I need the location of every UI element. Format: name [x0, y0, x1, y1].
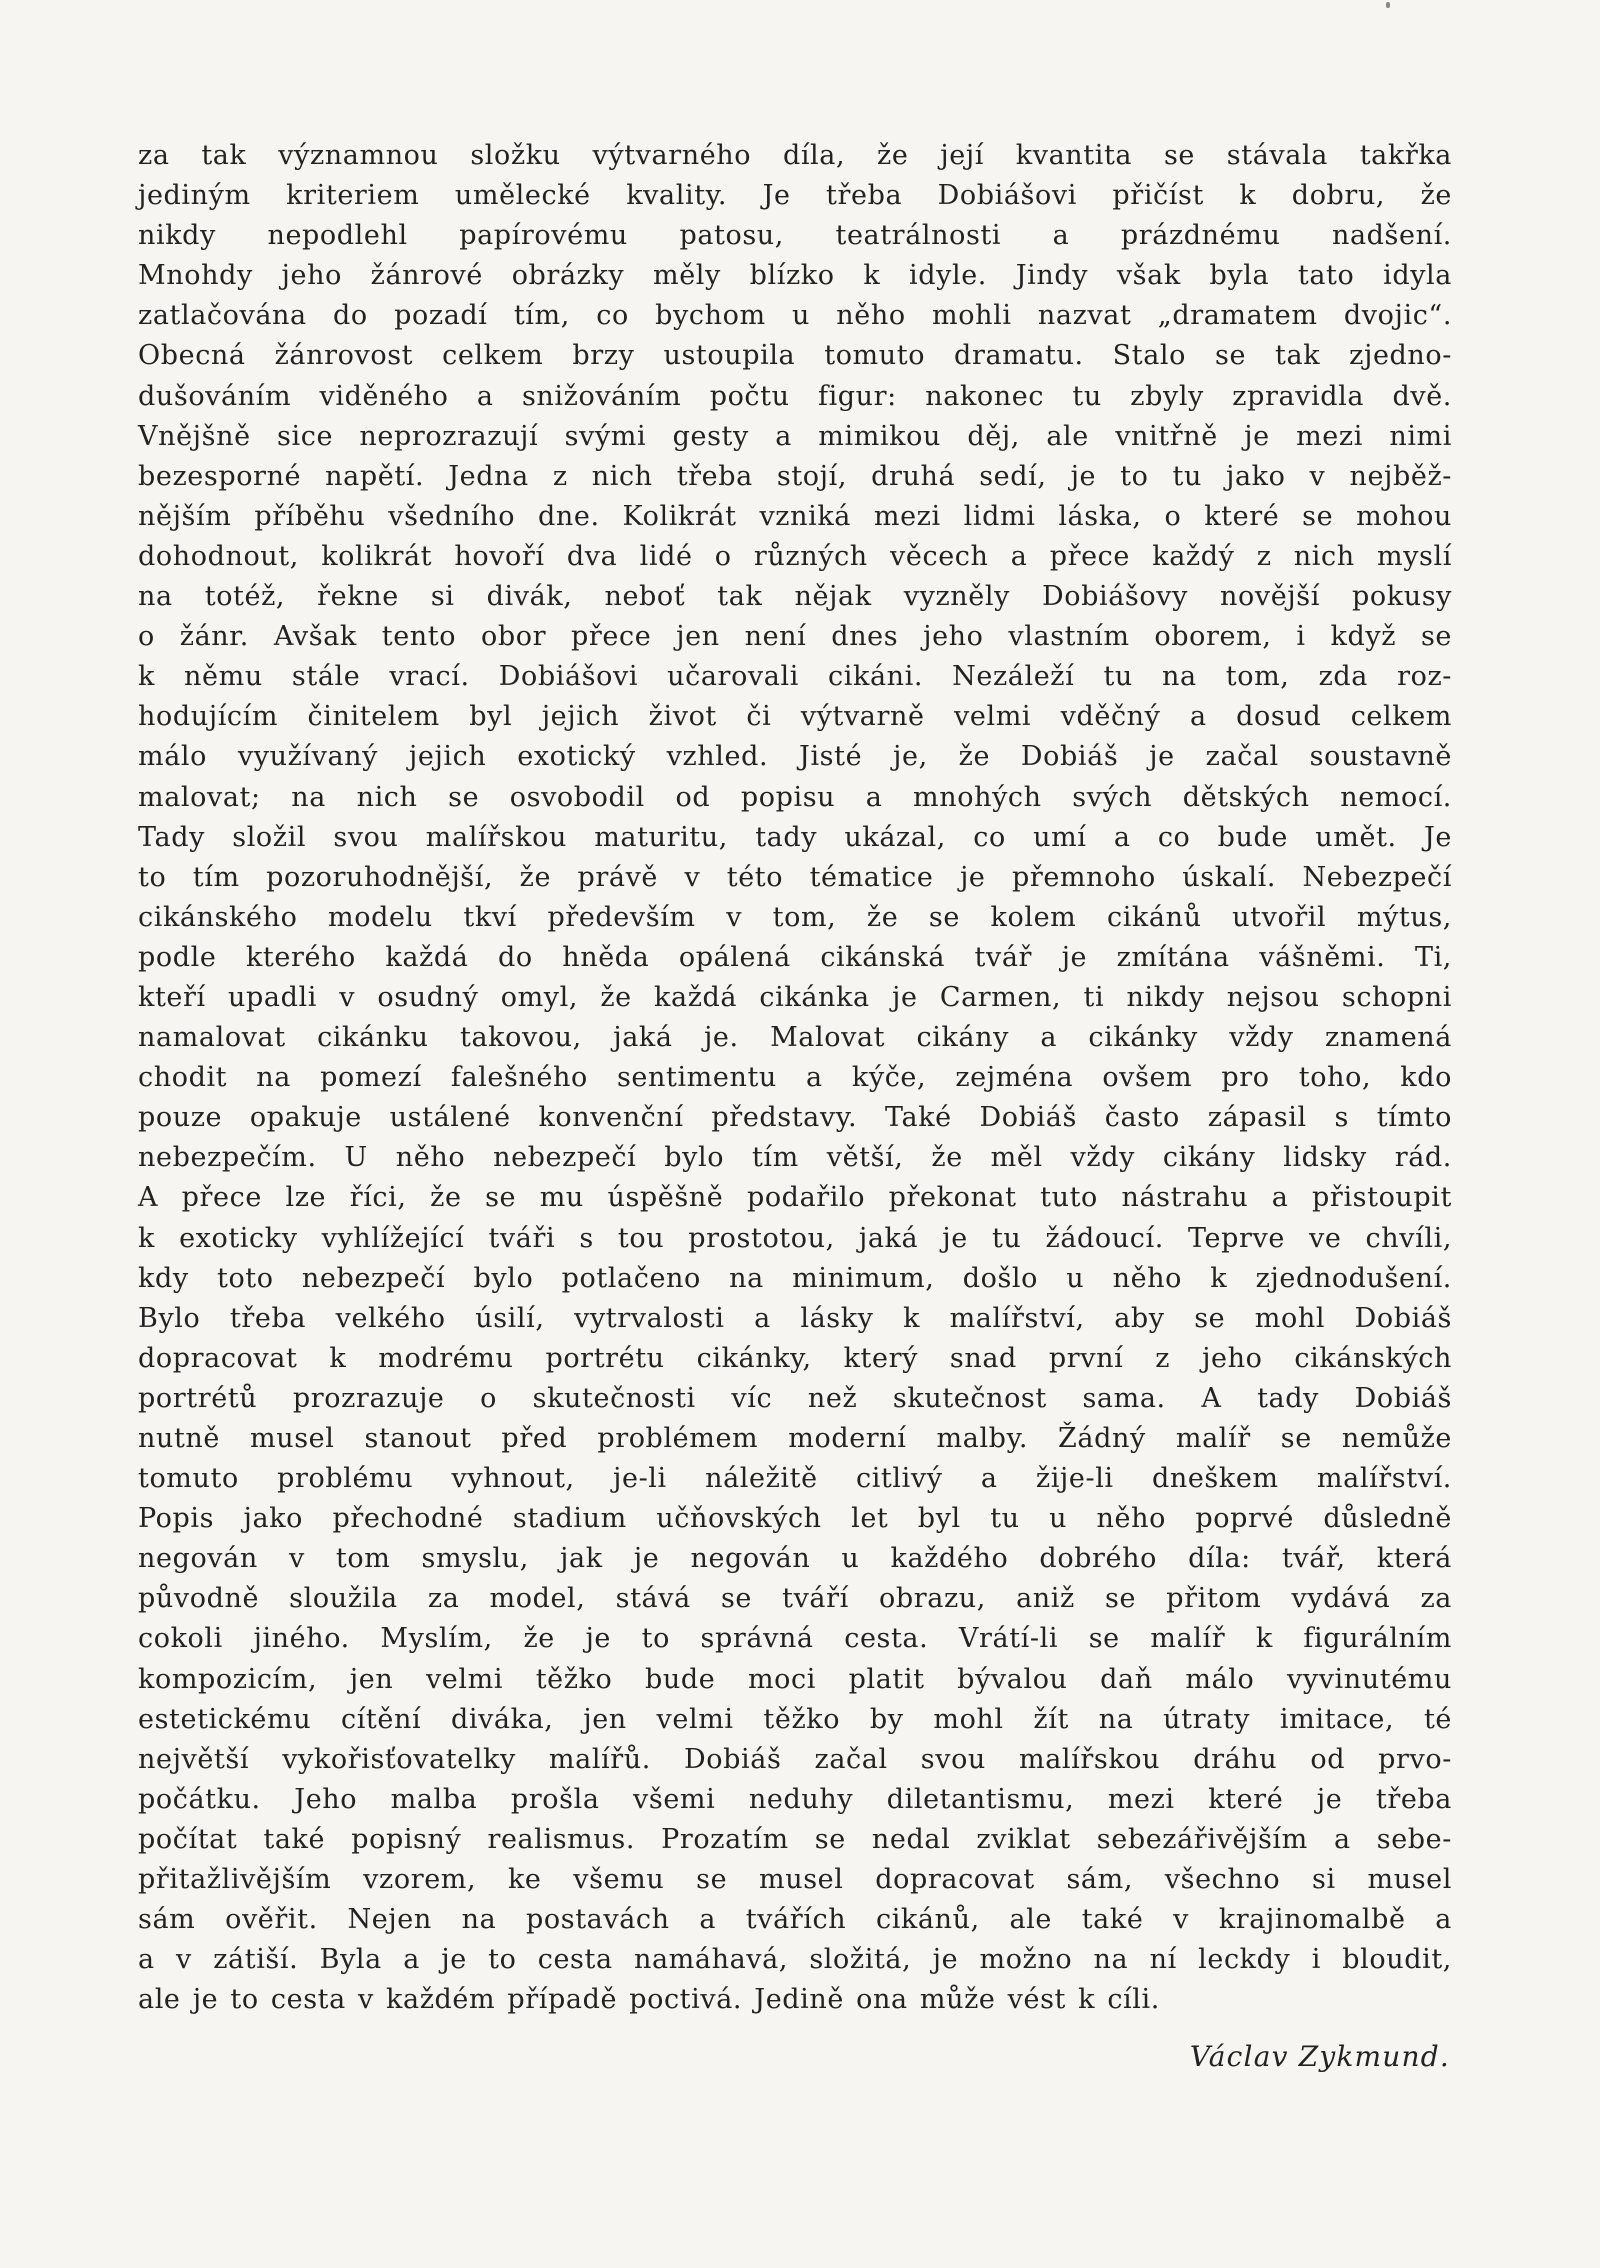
text-line: o žánr. Avšak tento obor přece jen není dnes jeho vlastním oborem, i když se	[138, 621, 1452, 653]
text-line: chodit na pomezí falešného sentimentu a kýče, zejména ovšem pro toho, kdo	[138, 1062, 1452, 1094]
text-line: na totéž, řekne si divák, neboť tak nějak vyzněly Dobiášovy novější pokusy	[138, 581, 1452, 613]
text-line: kteří upadli v osudný omyl, že každá cikánka je Carmen, ti nikdy nejsou schopni	[138, 981, 1452, 1013]
text-line: Mnohdy jeho žánrové obrázky měly blízko k idyle. Jindy však byla tato idyla	[138, 260, 1452, 292]
text-line: tomuto problému vyhnout, je-li náležitě citlivý a žije-li dneškem malířství.	[138, 1463, 1452, 1495]
text-line: namalovat cikánku takovou, jaká je. Malovat cikány a cikánky vždy znamená	[138, 1022, 1452, 1054]
text-line: nějším příběhu všedního dne. Kolikrát vzniká mezi lidmi láska, o které se mohou	[138, 500, 1452, 532]
text-line: Tady složil svou malířskou maturitu, tady ukázal, co umí a co bude umět. Je	[138, 821, 1452, 853]
text-line: portrétů prozrazuje o skutečnosti víc než skutečnost sama. A tady Dobiáš	[138, 1382, 1452, 1414]
text-line: nebezpečím. U něho nebezpečí bylo tím větší, že měl vždy cikány lidsky rád.	[138, 1142, 1452, 1174]
paper-speck	[1386, 2, 1390, 8]
text-line: k němu stále vrací. Dobiášovi učarovali cikáni. Nezáleží tu na tom, zda roz-	[138, 661, 1452, 693]
text-line: negován v tom smyslu, jak je negován u každého dobrého díla: tvář, která	[138, 1543, 1452, 1575]
text-line: málo využívaný jejich exotický vzhled. Jisté je, že Dobiáš je začal soustavně	[138, 741, 1452, 773]
text-line: největší vykořisťovatelky malířů. Dobiáš začal svou malířskou dráhu od prvo-	[138, 1743, 1452, 1775]
text-line: dopracovat k modrému portrétu cikánky, který snad první z jeho cikánských	[138, 1342, 1452, 1374]
text-line: jediným kriteriem umělecké kvality. Je třeba Dobiášovi přičíst k dobru, že	[138, 180, 1452, 212]
text-line: pouze opakuje ustálené konvenční představy. Také Dobiáš často zápasil s tímto	[138, 1102, 1452, 1134]
text-line: nikdy nepodlehl papírovému patosu, teatrálnosti a prázdnému nadšení.	[138, 220, 1452, 252]
text-line: zatlačována do pozadí tím, co bychom u něho mohli nazvat „dramatem dvojic“.	[138, 300, 1452, 332]
text-line: přitažlivějším vzorem, ke všemu se musel dopracovat sám, všechno si musel	[138, 1864, 1452, 1896]
text-line: kompozicím, jen velmi těžko bude moci platit bývalou daň málo vyvinutému	[138, 1663, 1452, 1695]
text-line: za tak významnou složku výtvarného díla, že její kvantita se stávala takřka	[138, 140, 1452, 171]
text-line: kdy toto nebezpečí bylo potlačeno na minimum, došlo u něho k zjednodušení.	[138, 1262, 1452, 1294]
text-line: sám ověřit. Nejen na postavách a tvářích cikánů, ale také v krajinomalbě a	[138, 1904, 1452, 1936]
text-line: dohodnout, kolikrát hovoří dva lidé o různých věcech a přece každý z nich myslí	[138, 540, 1452, 572]
text-line: to tím pozoruhodnější, že právě v této tématice je přemnoho úskalí. Nebezpečí	[138, 861, 1452, 893]
text-line: počítat také popisný realismus. Prozatím se nedal zviklat sebezářivějším a sebe-	[138, 1823, 1452, 1855]
text-line: Bylo třeba velkého úsilí, vytrvalosti a lásky k malířství, aby se mohl Dobiáš	[138, 1302, 1452, 1334]
text-line: A přece lze říci, že se mu úspěšně podařilo překonat tuto nástrahu a přistoupit	[138, 1182, 1452, 1214]
text-line: Popis jako přechodné stadium učňovských let byl tu u něho poprvé důsledně	[138, 1503, 1452, 1535]
text-line: Obecná žánrovost celkem brzy ustoupila tomuto dramatu. Stalo se tak zjedno-	[138, 340, 1452, 372]
text-line: bezesporné napětí. Jedna z nich třeba stojí, druhá sedí, je to tu jako v nejběž-	[138, 460, 1452, 492]
text-line: původně sloužila za model, stává se tváří obrazu, aniž se přitom vydává za	[138, 1583, 1452, 1615]
text-line: Vnějšně sice neprozrazují svými gesty a mimikou děj, ale vnitřně je mezi nimi	[138, 420, 1452, 452]
text-line: cikánského modelu tkví především v tom, že se kolem cikánů utvořil mýtus,	[138, 901, 1452, 933]
text-line: malovat; na nich se osvobodil od popisu a mnohých svých dětských nemocí.	[138, 781, 1452, 813]
text-line: a v zátiší. Byla a je to cesta namáhavá, složitá, je možno na ní leckdy i bloudit,	[138, 1944, 1452, 1976]
author-signature: Václav Zykmund.	[1189, 2040, 1450, 2073]
text-line: cokoli jiného. Myslím, že je to správná cesta. Vrátí-li se malíř k figurálním	[138, 1623, 1452, 1655]
text-line: nutně musel stanout před problémem moderní malby. Žádný malíř se nemůže	[138, 1423, 1452, 1454]
text-line: k exoticky vyhlížející tváři s tou prostotou, jaká je tu žádoucí. Teprve ve chvíli,	[138, 1222, 1452, 1254]
text-line: hodujícím činitelem byl jejich život či výtvarně velmi vděčný a dosud celkem	[138, 701, 1452, 733]
text-line: podle kterého každá do hněda opálená cikánská tvář je zmítána vášněmi. Ti,	[138, 941, 1452, 973]
text-line: počátku. Jeho malba prošla všemi neduhy diletantismu, mezi které je třeba	[138, 1783, 1452, 1815]
text-line: estetickému cítění diváka, jen velmi těžko by mohl žít na útraty imitace, té	[138, 1703, 1452, 1735]
text-line: ale je to cesta v každém případě poctivá. Jedině ona může vést k cíli.	[138, 1984, 1160, 2016]
article-body	[138, 136, 1452, 2020]
text-line: dušováním viděného a snižováním počtu figur: nakonec tu zbyly zpravidla dvě.	[138, 380, 1452, 412]
